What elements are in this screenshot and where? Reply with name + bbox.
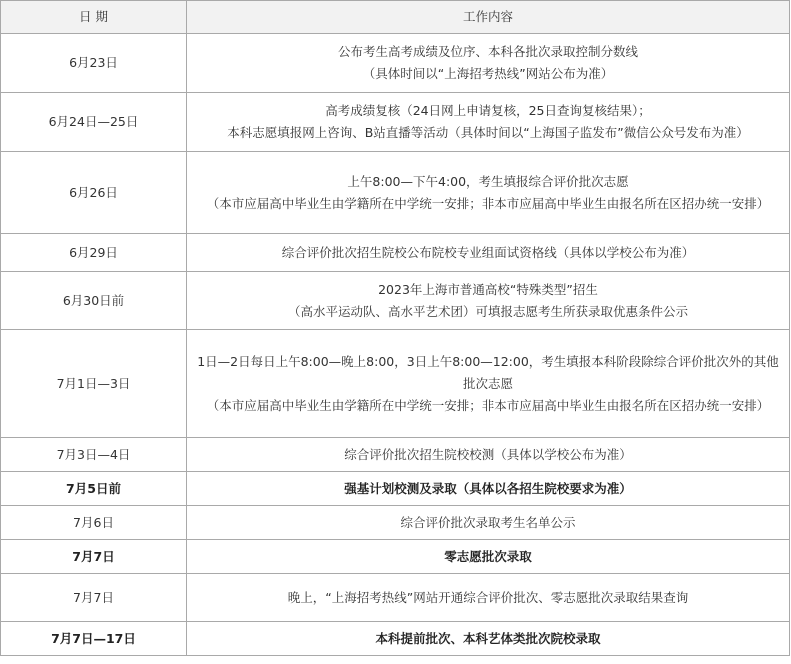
table-row xyxy=(1,574,790,622)
date-cell: 7月5日前 xyxy=(1,472,187,506)
date-cell: 7月1日—3日 xyxy=(1,330,187,438)
work-line: 1日—2日每日上午8:00—晚上8:00，3日上午8:00—12:00，考生填报本科阶段除综合评价批次外的其他批次志愿 xyxy=(197,353,779,391)
work-line: （本市应届高中毕业生由学籍所在中学统一安排；非本市应届高中毕业生由报名所在区招办统一安排） xyxy=(206,397,770,413)
date-cell: 7月3日—4日 xyxy=(1,438,187,472)
work-cell xyxy=(187,93,790,152)
work-cell xyxy=(187,574,790,622)
work-cell xyxy=(187,540,790,574)
work-line: 本科志愿填报网上咨询、B站直播等活动（具体时间以“上海国子监发布”微信公众号发布为准） xyxy=(227,125,749,140)
work-line: 强基计划校测及录取（具体以各招生院校要求为准） xyxy=(344,480,632,496)
work-line: 综合评价批次招生院校校测（具体以学校公布为准） xyxy=(344,446,632,462)
table-row xyxy=(1,540,790,574)
work-cell xyxy=(187,472,790,506)
work-line: 2023年上海市普通高校“特殊类型”招生 xyxy=(378,281,598,297)
work-cell xyxy=(187,272,790,330)
work-column-header: 工作内容 xyxy=(187,1,790,34)
work-cell xyxy=(187,330,790,438)
date-cell: 6月23日 xyxy=(1,34,187,93)
work-line: 本科提前批次、本科艺体类批次院校录取 xyxy=(375,630,601,646)
date-cell: 6月24日—25日 xyxy=(1,93,187,152)
date-cell: 7月6日 xyxy=(1,506,187,540)
table-row xyxy=(1,234,790,272)
work-line: （具体时间以“上海招考热线”网站公布为准） xyxy=(362,66,614,81)
work-cell xyxy=(187,152,790,234)
work-line: 晚上，“上海招考热线”网站开通综合评价批次、零志愿批次录取结果查询 xyxy=(287,589,689,605)
table-row xyxy=(1,438,790,472)
table-row xyxy=(1,272,790,330)
date-cell: 6月26日 xyxy=(1,152,187,234)
table-row xyxy=(1,93,790,152)
table-header-row xyxy=(1,1,790,34)
date-cell: 6月30日前 xyxy=(1,272,187,330)
work-cell xyxy=(187,438,790,472)
date-cell: 7月7日—17日 xyxy=(1,622,187,656)
work-line: （本市应届高中毕业生由学籍所在中学统一安排；非本市应届高中毕业生由报名所在区招办统一安排） xyxy=(206,195,770,211)
work-cell xyxy=(187,506,790,540)
date-cell: 7月7日 xyxy=(1,540,187,574)
work-cell xyxy=(187,234,790,272)
work-line: 零志愿批次录取 xyxy=(444,548,532,564)
work-cell xyxy=(187,622,790,656)
work-line: 上午8:00—下午4:00，考生填报综合评价批次志愿 xyxy=(347,173,629,189)
date-column-header: 日 期 xyxy=(1,1,187,34)
date-cell: 7月7日 xyxy=(1,574,187,622)
work-line: 综合评价批次录取考生名单公示 xyxy=(400,514,576,530)
work-line: 公布考生高考成绩及位序、本科各批次录取控制分数线 xyxy=(337,44,638,59)
work-line: （高水平运动队、高水平艺术团）可填报志愿考生所获录取优惠条件公示 xyxy=(287,303,688,319)
work-line: 高考成绩复核（24日网上申请复核，25日查询复核结果）； xyxy=(325,103,651,118)
table-row xyxy=(1,330,790,438)
work-line: 综合评价批次招生院校公布院校专业组面试资格线（具体以学校公布为准） xyxy=(281,244,695,260)
work-cell xyxy=(187,34,790,93)
table-row xyxy=(1,152,790,234)
table-row xyxy=(1,506,790,540)
table-row xyxy=(1,472,790,506)
date-cell: 6月29日 xyxy=(1,234,187,272)
table-row xyxy=(1,622,790,656)
table-row xyxy=(1,34,790,93)
